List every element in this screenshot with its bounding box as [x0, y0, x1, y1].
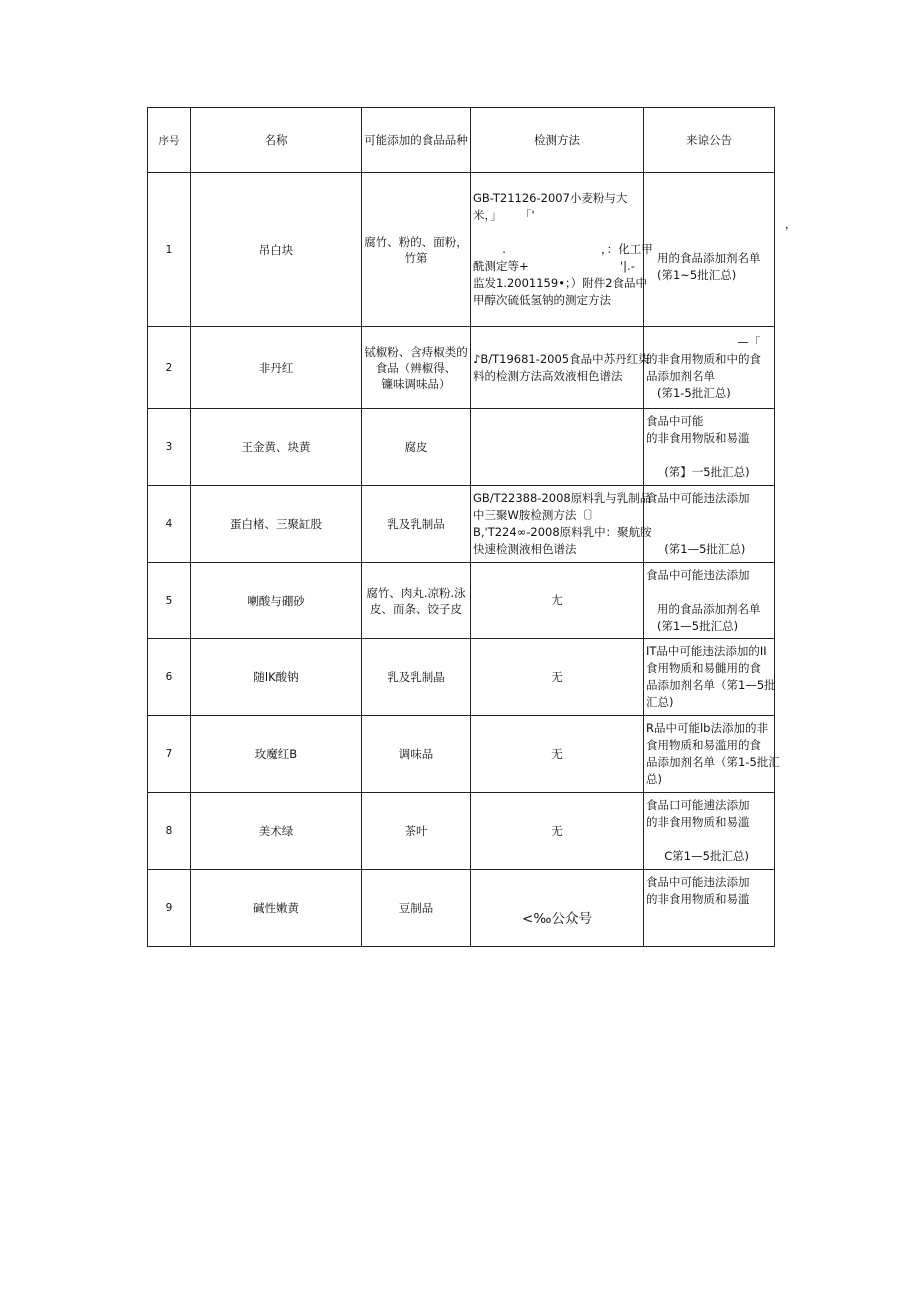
method-line: 监发1.2001159•；）附件2食品中: [473, 276, 648, 290]
row-number: 5: [148, 563, 191, 639]
header-foods: 可能添加的食品品种: [362, 108, 471, 173]
method-line: 酰测定等+ '|.-: [473, 259, 635, 273]
header-method: 检测方法: [471, 108, 644, 173]
method-line: 快速检测液相色谱法: [473, 542, 577, 556]
food-types: [362, 486, 471, 563]
source-line: C笫1—5批汇总): [646, 849, 749, 863]
source-line: —「: [646, 334, 761, 349]
foods-line: 皮、而条、饺子皮: [370, 601, 462, 616]
table-row: [148, 563, 775, 639]
source-line: (笫1-5批汇总): [646, 385, 731, 400]
method-line: GB-T21126-2007小麦粉与大: [473, 191, 628, 205]
detection-method: [471, 173, 653, 327]
method-line: 尢: [551, 593, 563, 607]
foods-line: 腐竹、粉的、面粉，: [364, 234, 468, 249]
source-line: [646, 524, 772, 541]
method-line: . ，：化工甲: [473, 242, 653, 256]
table-row: [148, 327, 775, 409]
source-line: 食品中可能违法添加: [646, 567, 750, 582]
source-line: 的非食用物质和易滥: [646, 815, 750, 829]
additive-name: 喇酸与硼砂: [191, 563, 362, 639]
table-row: [148, 639, 775, 716]
source-notice: [644, 409, 775, 486]
table-row: [148, 173, 775, 327]
source-notice: [644, 486, 775, 563]
method-line: 米，」 「': [473, 208, 535, 222]
additive-name: 王金黄、块黄: [191, 409, 362, 486]
source-line: [646, 584, 772, 601]
food-types: [362, 327, 471, 409]
source-notice: [644, 639, 775, 716]
source-line: [646, 507, 772, 524]
source-line: [646, 233, 772, 250]
additive-name: 碱性嫩黄: [191, 870, 362, 947]
additives-table: [147, 107, 797, 947]
source-line: 食品中可能违法添加: [646, 491, 750, 505]
row-number: 6: [148, 639, 191, 716]
source-line: (笫1—5批汇总): [646, 618, 739, 633]
method-line: ♪B/T19681-2005食品中苏丹红柒: [473, 351, 650, 366]
foods-line: 调味品: [398, 747, 434, 761]
source-notice: [644, 793, 775, 870]
detection-method: [471, 486, 652, 563]
foods-line: 腐竹、肉丸.凉粉.泳: [366, 585, 466, 600]
table-row: [148, 793, 775, 870]
source-line: 食用物质和易滥用的食: [646, 738, 761, 752]
header-source: 来谅公告: [644, 108, 775, 173]
method-line: 中三聚W胺检测方法〔〕: [473, 508, 600, 522]
foods-line: 乳及乳制品: [387, 517, 445, 531]
source-line: [646, 831, 772, 848]
food-types: [362, 793, 471, 870]
food-types: [362, 870, 471, 947]
source-line: 食品中可能违法添加: [646, 875, 750, 889]
source-line: [646, 908, 772, 925]
method-line: 无: [551, 746, 563, 761]
detection-method: [471, 639, 644, 716]
source-line: 品添加剂名单（笫1-5批汇: [646, 755, 780, 769]
method-line: B,'T224∞-2008原料乳中：聚航胺: [473, 525, 652, 539]
foods-line: 豆制品: [398, 901, 434, 915]
food-types: [362, 639, 471, 716]
method-line: 无: [551, 823, 563, 838]
method-line: GB/T22388-2008原料乳与乳制品: [473, 491, 652, 505]
food-types: [362, 563, 471, 639]
source-line: (笫1—5批汇总): [646, 542, 746, 556]
foods-line: 镰味调味品）: [381, 376, 451, 391]
food-types: [362, 173, 471, 327]
foods-line: 乳及乳制晶: [387, 670, 445, 684]
table-row: [148, 409, 775, 486]
source-line: [646, 925, 772, 942]
source-line: (笫1~5批汇总): [646, 267, 737, 282]
table-row: [148, 870, 775, 947]
header-row: [148, 108, 775, 173]
source-notice: [644, 870, 775, 947]
source-line: ，: [646, 216, 797, 231]
detection-method: [471, 327, 650, 409]
method-line: 甲醇次硫低氢钠的测定方法: [473, 293, 611, 307]
header-name: 名称: [191, 108, 362, 173]
detection-method: [471, 870, 644, 947]
method-line: 料的检测方法高效液相色谱法: [473, 368, 623, 383]
source-line: R品中可能lb法添加的非: [646, 721, 768, 735]
additive-name: 玫魔红B: [191, 716, 362, 793]
detection-method: [471, 409, 644, 486]
source-line: 品添加剂名单（笫1—5批: [646, 678, 776, 692]
source-line: 的非食用物版和易滥: [646, 431, 750, 445]
additive-name: 吊白块: [191, 173, 362, 327]
source-line: 品添加剂名单: [646, 368, 715, 383]
food-types: [362, 716, 471, 793]
detection-method: [471, 793, 644, 870]
foods-line: 铽椒粉、含痔椒类的: [364, 344, 468, 359]
method-line: 无: [551, 669, 563, 684]
foods-line: 竹第: [404, 250, 428, 265]
source-line: (笫】一5批汇总): [646, 465, 750, 479]
foods-line: 腐皮: [404, 440, 428, 454]
food-types: [362, 409, 471, 486]
table-row: [148, 716, 775, 793]
source-line: IT品中可能违法添加的II: [646, 644, 767, 658]
foods-line: 茶叶: [404, 824, 428, 838]
row-number: 1: [148, 173, 191, 327]
additive-name: 非丹红: [191, 327, 362, 409]
detection-method: [471, 563, 644, 639]
row-number: 7: [148, 716, 191, 793]
source-line: 食用物质和易雠用的食: [646, 661, 761, 675]
source-notice: [644, 716, 780, 793]
source-line: 用的食品添加剂名单: [646, 601, 761, 616]
source-line: 汇总): [646, 695, 674, 709]
method-line: [473, 224, 641, 241]
source-notice: [644, 173, 797, 327]
source-line: 食品口可能逋法添加: [646, 798, 750, 812]
additive-name: 随lK酸钠: [191, 639, 362, 716]
source-notice: [644, 563, 775, 639]
additive-name: 美术绿: [191, 793, 362, 870]
row-number: 4: [148, 486, 191, 563]
source-line: 的非食用物质和中的食: [646, 351, 761, 366]
additive-name: 蛋白楮、三聚缸股: [191, 486, 362, 563]
row-number: 8: [148, 793, 191, 870]
source-line: 总): [646, 772, 662, 786]
source-notice: [644, 327, 775, 409]
row-number: 3: [148, 409, 191, 486]
header-no: 序号: [148, 108, 191, 173]
table-row: [148, 486, 775, 563]
source-line: 的非食用物质和易滥: [646, 892, 750, 906]
foods-line: 食品（辨椒得、: [375, 360, 457, 375]
row-number: 9: [148, 870, 191, 947]
source-line: 用的食品添加剂名单: [646, 250, 761, 265]
detection-method: [471, 716, 644, 793]
watermark-text: <‰公众号: [522, 910, 592, 927]
source-line: [646, 447, 772, 464]
row-number: 2: [148, 327, 191, 409]
source-line: 食品中可能: [646, 414, 704, 428]
